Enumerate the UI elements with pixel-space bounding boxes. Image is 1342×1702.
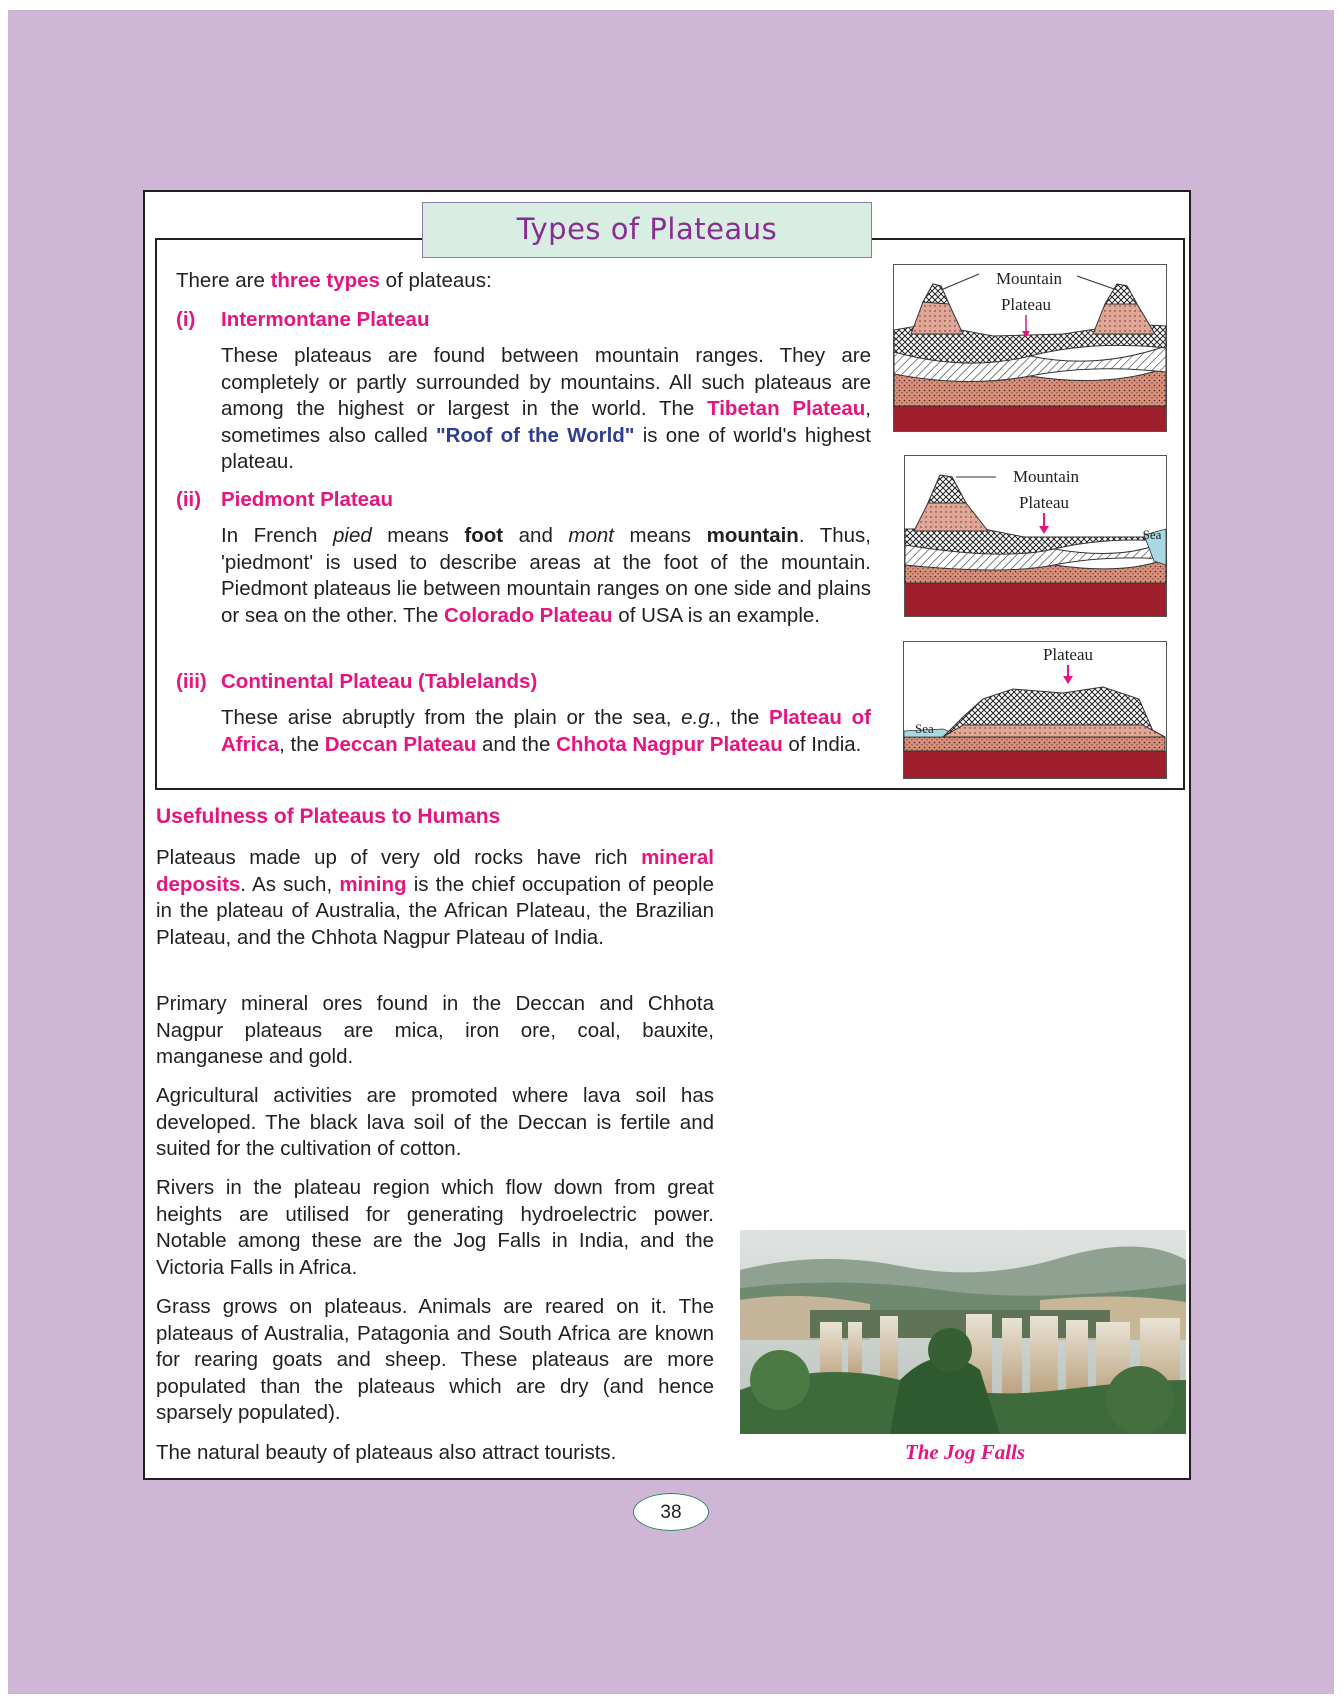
- page-title: Types of Plateaus: [422, 202, 872, 258]
- type-1-heading: Intermontane Plateau: [221, 308, 430, 331]
- type-3-number: (iii): [176, 670, 207, 693]
- roof-of-world-term: "Roof of the World": [435, 423, 635, 447]
- d1-mountain-label: Mountain: [995, 269, 1063, 288]
- type-1-number: (i): [176, 308, 196, 331]
- d1-plateau-label: Plateau: [1000, 295, 1052, 314]
- continental-diagram: [903, 641, 1167, 779]
- type-2-number: (ii): [176, 488, 202, 511]
- plateau-of-africa-term: Plateau of Africa: [221, 706, 872, 756]
- usefulness-para-4: Rivers in the plateau region which flow down from great heights are utilised for generating hydroelectric power. Notable among these are the Jog Falls in India, and the Victoria Falls in Africa.: [156, 1176, 714, 1279]
- intro-line: There are three types of plateaus:: [176, 269, 492, 292]
- type-2-body: In French pied means foot and mont means mountain. Thus, 'piedmont' is used to describe areas at the foot of the mountain. Piedmont plateaus lie between mountain ranges on one side and plains or sea on the other. The Colorado Plateau of USA is an example.: [221, 524, 871, 627]
- type-3-heading: Continental Plateau (Tablelands): [221, 670, 538, 693]
- piedmont-diagram: [904, 455, 1167, 617]
- usefulness-para-2: Primary mineral ores found in the Deccan and Chhota Nagpur plateaus are mica, iron ore, coal, bauxite, manganese and gold.: [156, 992, 714, 1068]
- usefulness-heading: Usefulness of Plateaus to Humans: [156, 805, 501, 828]
- mineral-deposits-term: mineral deposits: [156, 846, 714, 896]
- usefulness-para-6: The natural beauty of plateaus also attract tourists.: [156, 1441, 617, 1464]
- chhota-nagpur-term: Chhota Nagpur Plateau: [556, 732, 783, 756]
- d3-sea-label: Sea: [915, 721, 934, 736]
- type-3-body: These arise abruptly from the plain or the sea, e.g., the Plateau of Africa, the Deccan Plateau and the Chhota Nagpur Plateau of India.: [221, 706, 872, 756]
- d3-plateau-label: Plateau: [1042, 645, 1094, 664]
- intro-highlight: three types: [270, 269, 380, 292]
- page-number: 38: [633, 1493, 709, 1531]
- type-2-heading: Piedmont Plateau: [221, 488, 394, 511]
- bedrock-layer: [894, 406, 1166, 431]
- intermontane-diagram: [893, 264, 1167, 432]
- deccan-plateau-term: Deccan Plateau: [324, 732, 477, 756]
- photo-caption: The Jog Falls: [904, 1440, 1026, 1464]
- tibetan-plateau-term: Tibetan Plateau: [707, 397, 866, 420]
- usefulness-para-1: Plateaus made up of very old rocks have rich mineral deposits. As such, mining is the chief occupation of people in the plateau of Australia, the African Plateau, the Brazilian Plateau, and the Chhota Nagpur Plateau of India.: [156, 846, 715, 949]
- d2-plateau-label: Plateau: [1018, 493, 1070, 512]
- mining-term: mining: [339, 872, 407, 896]
- usefulness-para-3: Agricultural activities are promoted where lava soil has developed. The black lava soil of the Deccan is fertile and suited for the cultivation of cotton.: [156, 1084, 714, 1160]
- d2-mountain-label: Mountain: [1012, 467, 1080, 486]
- colorado-plateau-term: Colorado Plateau: [444, 603, 613, 627]
- jog-falls-photo: [740, 1230, 1186, 1434]
- d2-sea-label: Sea: [1142, 527, 1162, 542]
- usefulness-para-5: Grass grows on plateaus. Animals are reared on it. The plateaus of Australia, Patagonia and South Africa are known for rearing goats and sheep. These plateaus are more populated than the plateaus which are dry (and hence sparsely populated).: [156, 1295, 714, 1424]
- type-1-body: These plateaus are found between mountain ranges. They are completely or partly surrounded by mountains. All such plateaus are among the highest or largest in the world. The Tibetan Plateau, sometimes also called "Roof of the World" is one of world's highest plateau.: [221, 344, 871, 473]
